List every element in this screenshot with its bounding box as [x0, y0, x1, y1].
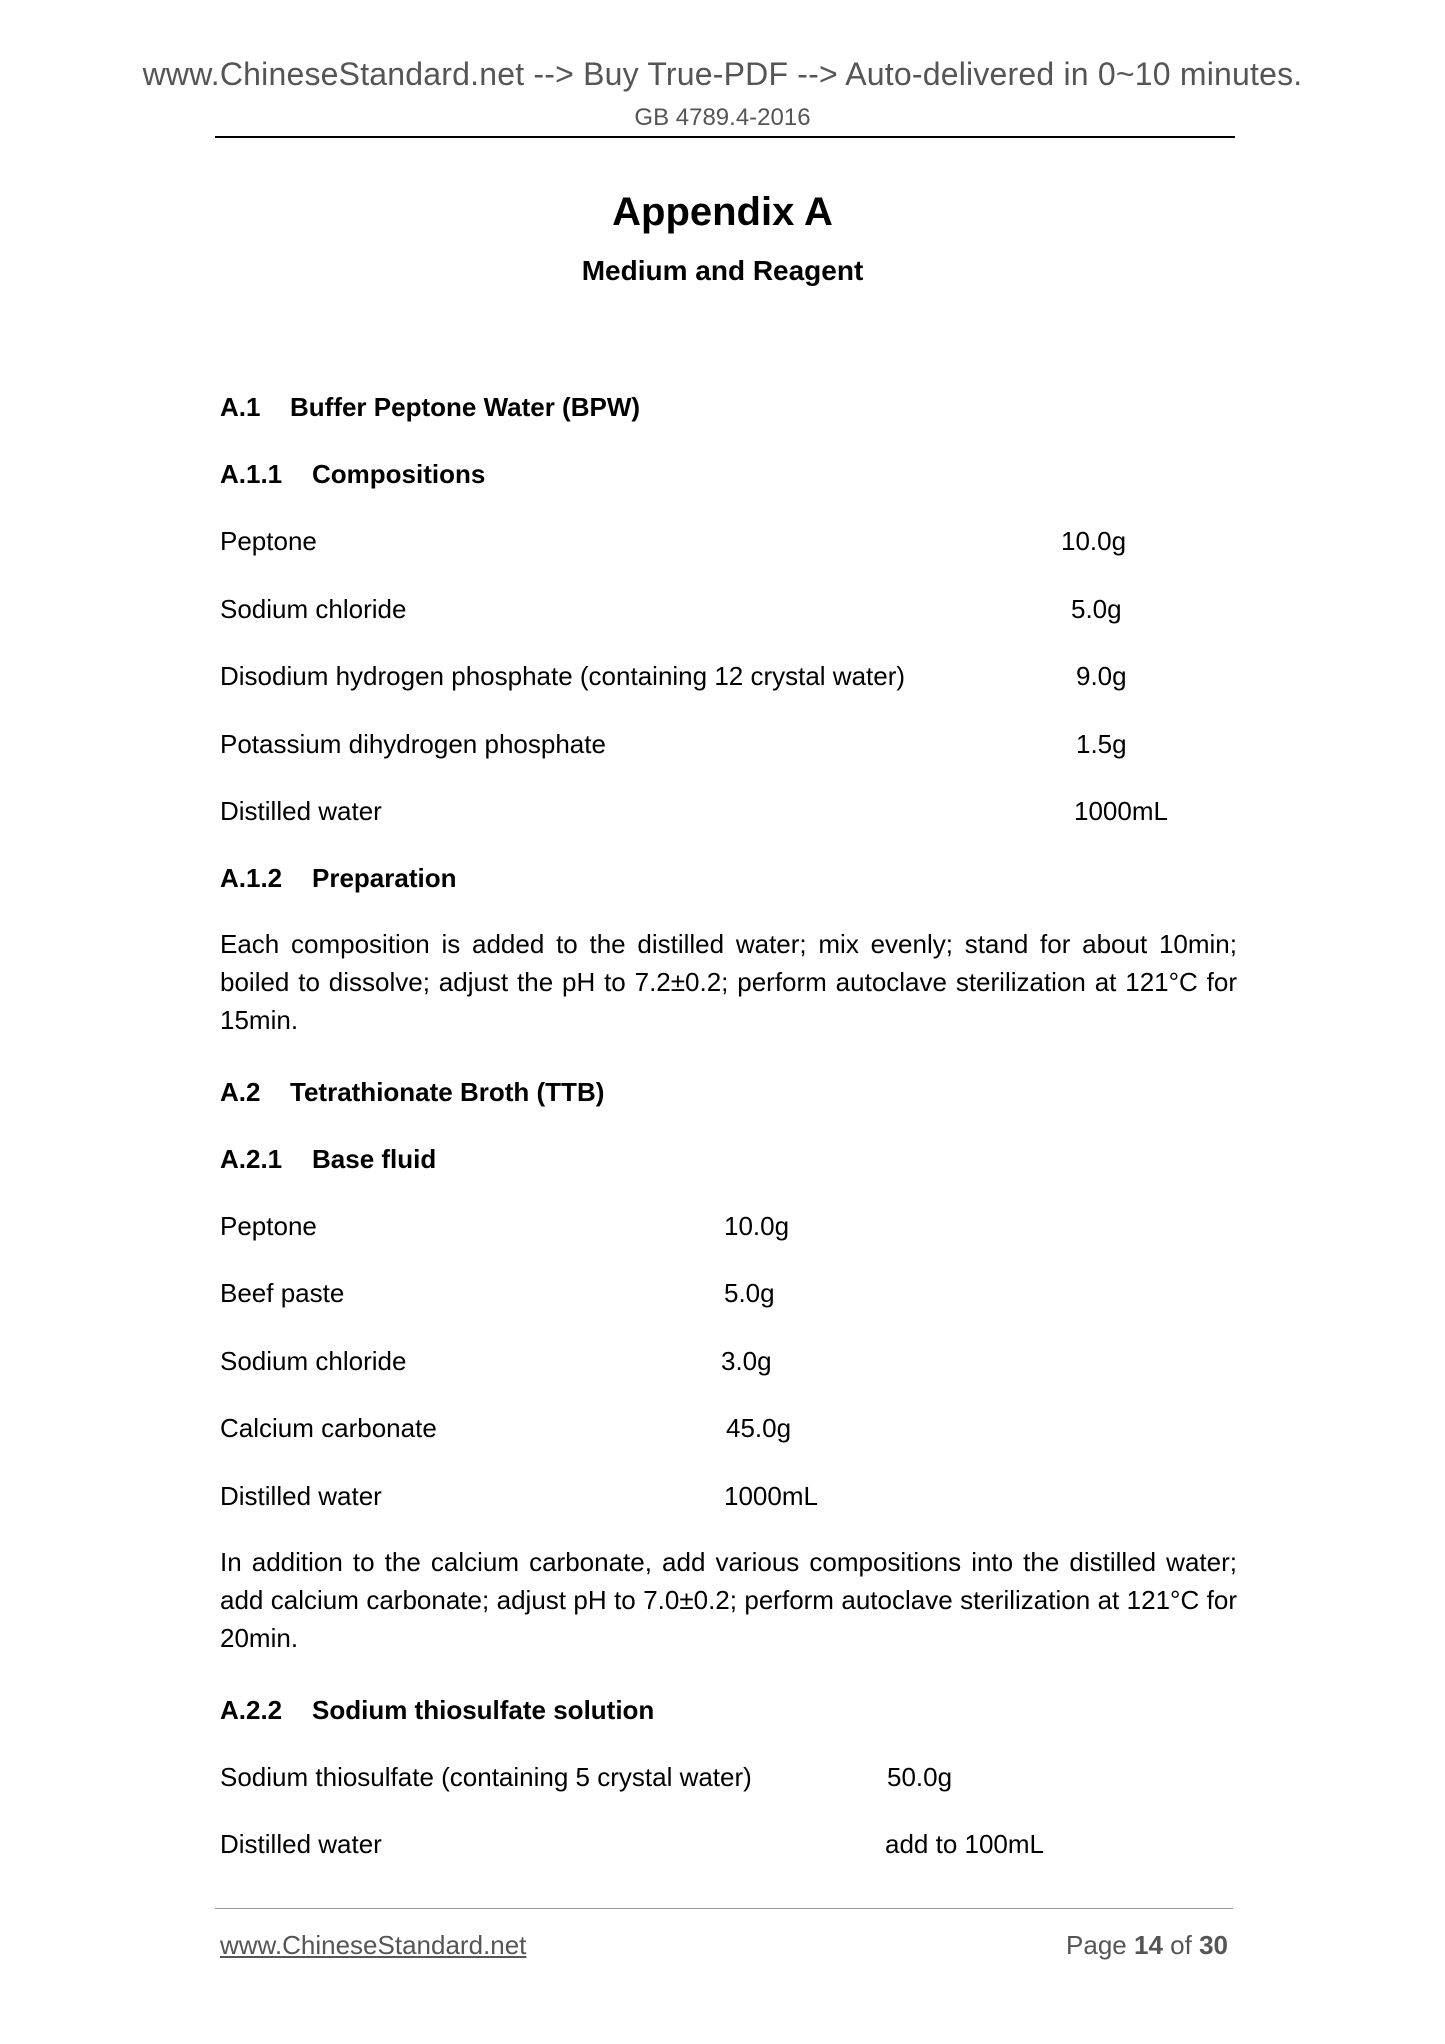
ingredient-name: Distilled water [220, 1829, 382, 1859]
composition-row [220, 1829, 1045, 1860]
section-heading-a22 [220, 1695, 654, 1726]
page-label: Page [1066, 1930, 1127, 1960]
composition-row [220, 1481, 818, 1512]
ingredient-name: Potassium dihydrogen phosphate [220, 729, 606, 759]
ingredient-amount: 5.0g [724, 1278, 775, 1308]
section-heading-a1 [220, 392, 640, 423]
section-heading-a11 [220, 459, 485, 490]
ingredient-amount: 1.5g [1076, 729, 1127, 759]
composition-row [220, 594, 1122, 625]
composition-row [220, 796, 1168, 827]
ingredient-amount: 3.0g [721, 1346, 772, 1376]
header-banner: www.ChineseStandard.net --> Buy True-PDF --> Auto-delivered in 0~10 minutes. [142, 56, 1303, 92]
base-fluid-paragraph: In addition to the calcium carbonate, add various compositions into the distilled water; add calcium carbonate; adjust pH to 7.0±0.2; perform autoclave sterilization at 121°C for 20min. [220, 1547, 1237, 1653]
page-of: of [1170, 1930, 1192, 1960]
document-id: GB 4789.4-2016 [634, 104, 811, 131]
composition-row [220, 526, 1127, 557]
section-number: A.1.1 [220, 459, 283, 489]
page-total: 30 [1199, 1930, 1228, 1960]
ingredient-name: Distilled water [220, 1481, 382, 1511]
ingredient-name: Distilled water [220, 796, 382, 826]
section-number: A.2 [220, 1077, 261, 1107]
section-title: Preparation [312, 863, 457, 893]
ingredient-name: Sodium chloride [220, 1346, 407, 1376]
section-number: A.1.2 [220, 863, 283, 893]
page-indicator [1066, 1930, 1228, 1961]
composition-row [220, 729, 1127, 760]
composition-row [220, 661, 1127, 692]
section-number: A.2.2 [220, 1695, 283, 1725]
preparation-paragraph: Each composition is added to the distilled water; mix evenly; stand for about 10min; boiled to dissolve; adjust the pH to 7.2±0.2; perform autoclave sterilization at 121°C for 15min. [220, 929, 1237, 1035]
ingredient-amount: 10.0g [724, 1211, 790, 1241]
page-current: 14 [1134, 1930, 1163, 1960]
section-number: A.1 [220, 392, 261, 422]
composition-row [220, 1413, 792, 1444]
ingredient-amount: 45.0g [726, 1413, 792, 1443]
appendix-subtitle: Medium and Reagent [581, 255, 864, 286]
composition-row [220, 1211, 790, 1242]
footer-website-link[interactable]: www.ChineseStandard.net [220, 1930, 527, 1960]
ingredient-name: Beef paste [220, 1278, 345, 1308]
footer-divider [215, 1908, 1233, 1909]
composition-row [220, 1346, 772, 1377]
composition-row [220, 1762, 953, 1793]
ingredient-amount: 50.0g [887, 1762, 953, 1792]
section-title: Base fluid [312, 1144, 437, 1174]
ingredient-amount: 9.0g [1076, 661, 1127, 691]
ingredient-amount: 1000mL [1074, 796, 1168, 826]
ingredient-amount: 5.0g [1071, 594, 1122, 624]
section-title: Tetrathionate Broth (TTB) [290, 1077, 605, 1107]
section-number: A.2.1 [220, 1144, 283, 1174]
section-title: Sodium thiosulfate solution [312, 1695, 655, 1725]
header-divider [215, 136, 1235, 138]
section-heading-a12 [220, 863, 457, 894]
appendix-title: Appendix A [612, 190, 833, 234]
ingredient-name: Calcium carbonate [220, 1413, 437, 1443]
composition-row [220, 1278, 775, 1309]
section-heading-a21 [220, 1144, 436, 1175]
section-title: Buffer Peptone Water (BPW) [290, 392, 641, 422]
ingredient-name: Disodium hydrogen phosphate (containing 12 crystal water) [220, 661, 906, 691]
ingredient-amount: 10.0g [1061, 526, 1127, 556]
ingredient-amount: add to 100mL [885, 1829, 1045, 1859]
section-heading-a2 [220, 1077, 604, 1108]
ingredient-amount: 1000mL [724, 1481, 818, 1511]
ingredient-name: Sodium chloride [220, 594, 407, 624]
ingredient-name: Sodium thiosulfate (containing 5 crystal water) [220, 1762, 752, 1792]
ingredient-name: Peptone [220, 526, 317, 556]
ingredient-name: Peptone [220, 1211, 317, 1241]
section-title: Compositions [312, 459, 486, 489]
